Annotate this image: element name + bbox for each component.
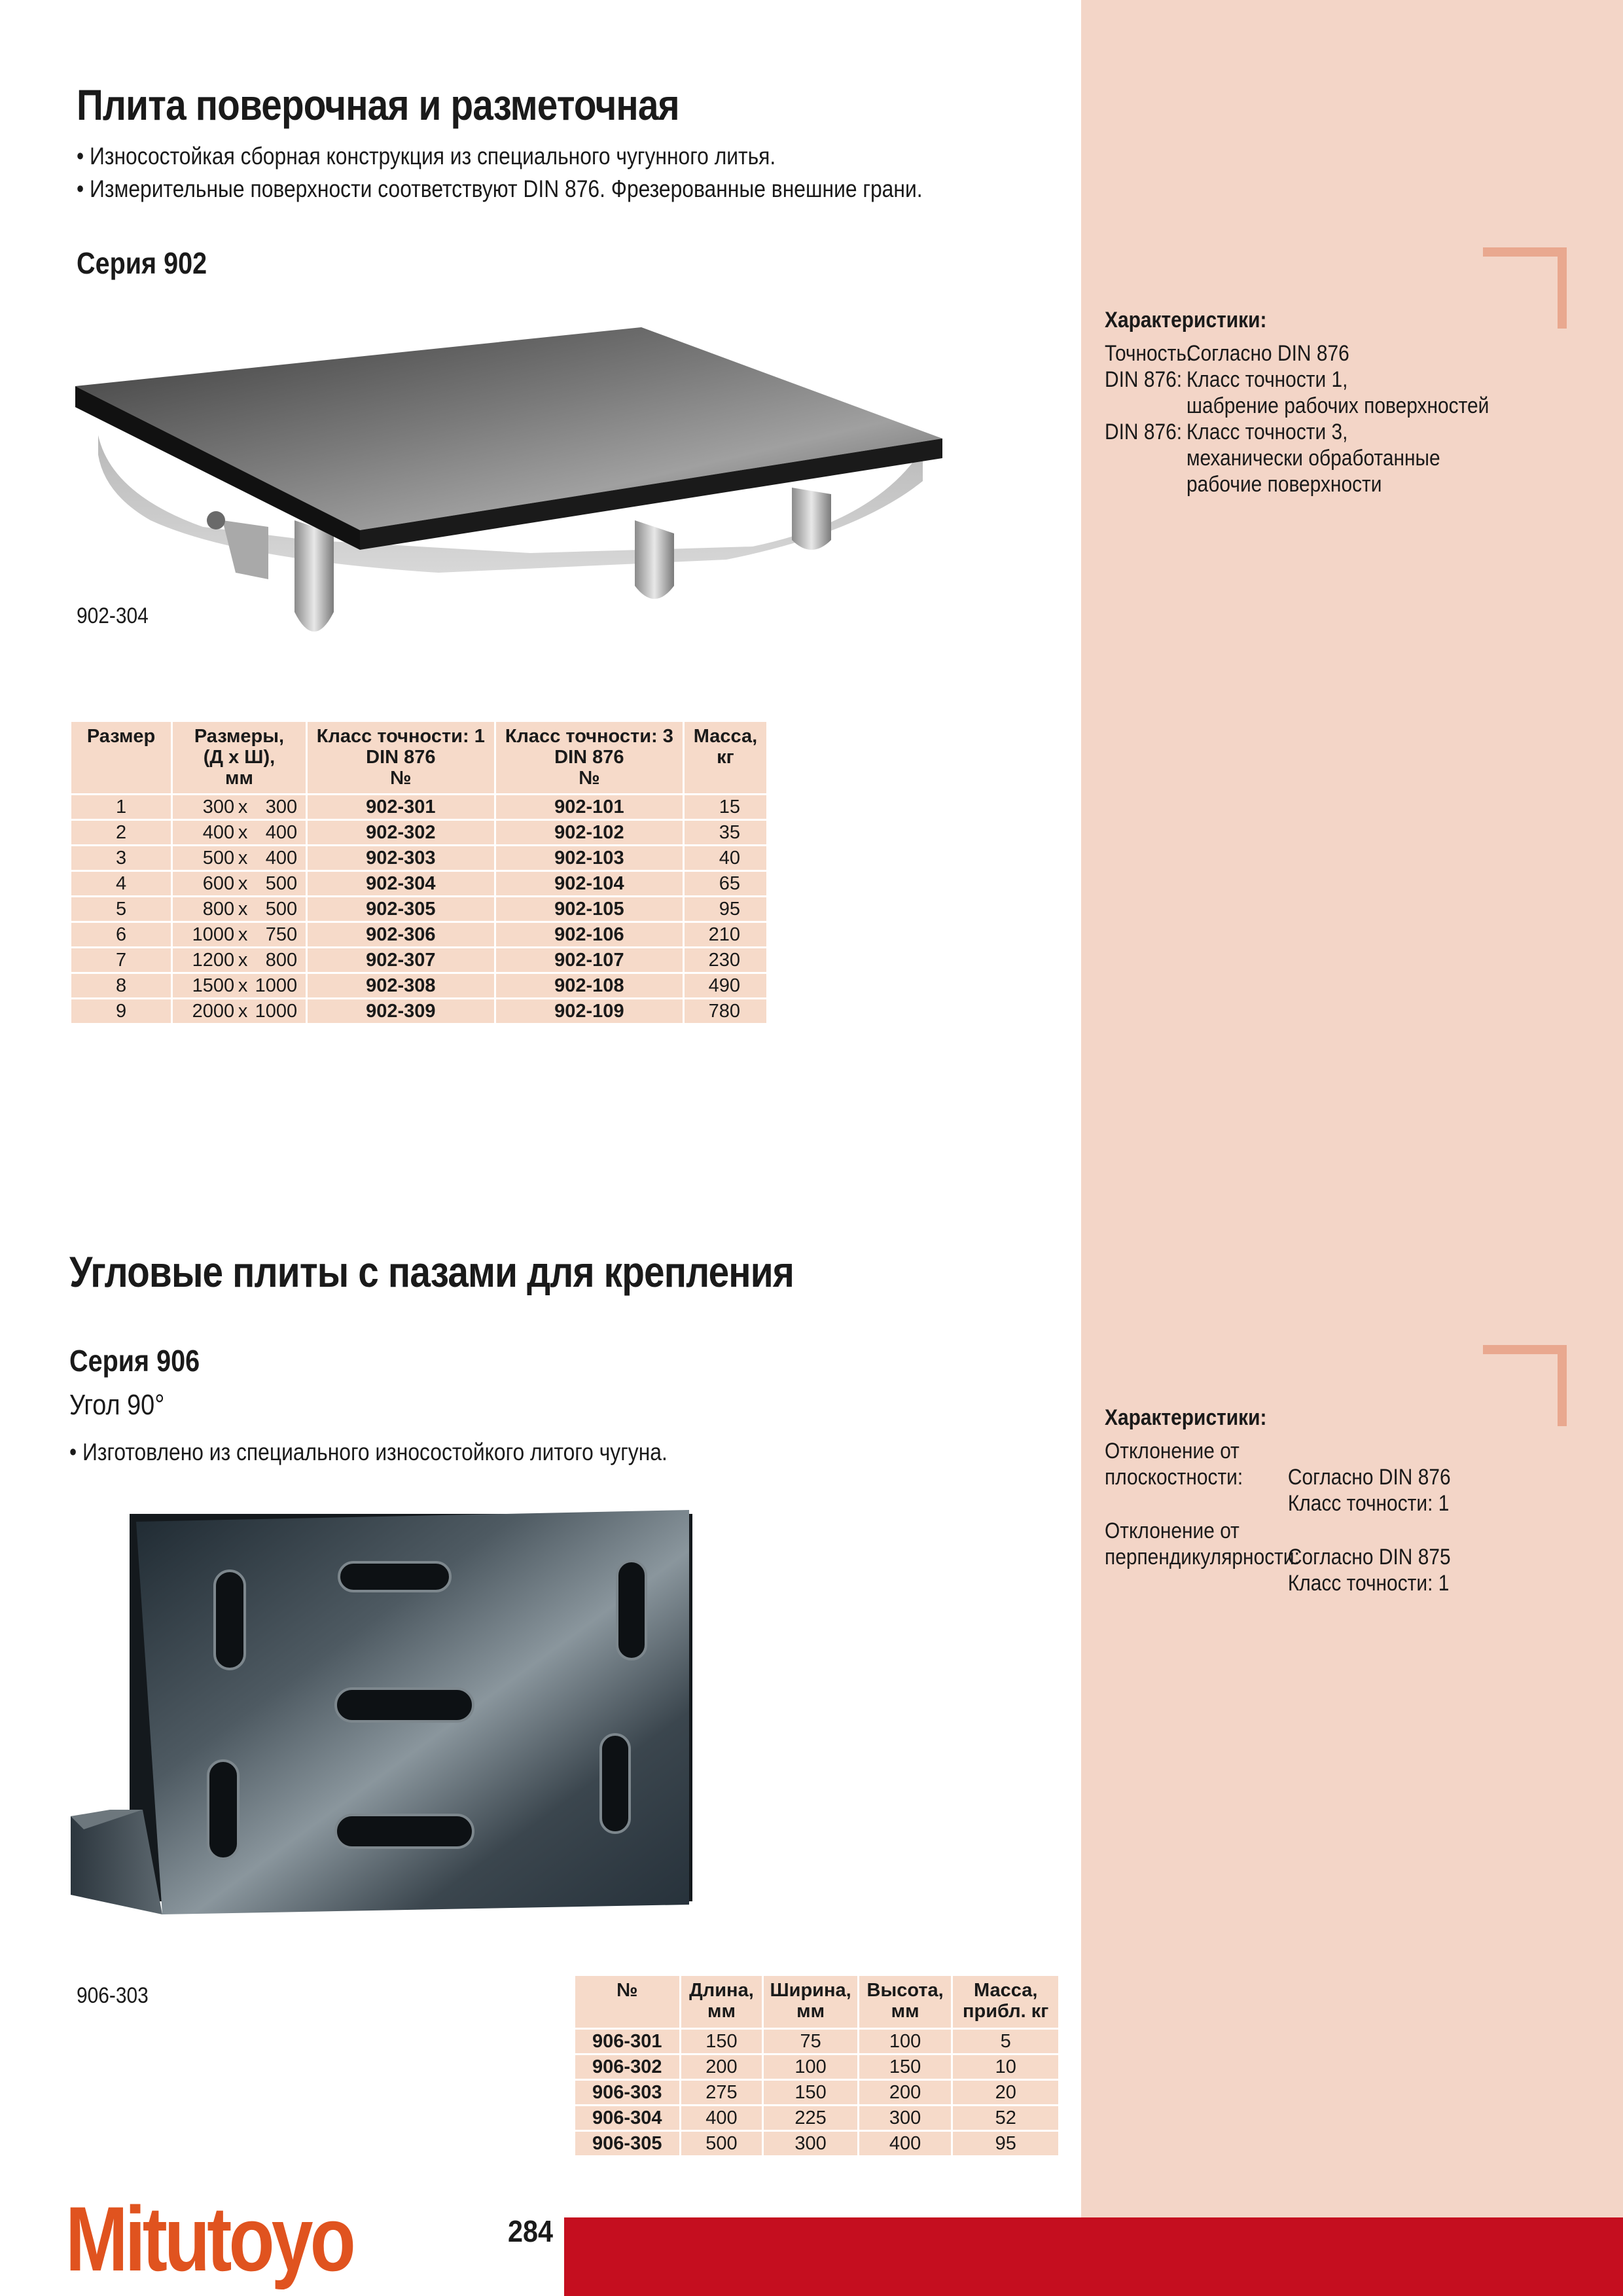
cell-mass: 210	[683, 922, 767, 948]
spec-row	[1105, 1518, 1565, 1544]
cell-number: 906-302	[575, 2054, 681, 2080]
section1-image-caption: 902-304	[77, 603, 149, 628]
spec-value: Класс точности: 1	[1287, 1491, 1450, 1516]
table-header: Длина, мм	[680, 1975, 763, 2029]
cell-height: 300	[858, 2106, 952, 2131]
cell-width: 150	[763, 2080, 858, 2106]
surface-plate-image	[72, 324, 949, 651]
spec-row	[1105, 445, 1565, 471]
cell-dimensions: 2000 x 1000	[172, 999, 307, 1024]
cell-class1-number: 902-301	[306, 795, 495, 820]
section2-series: Серия 906	[69, 1344, 200, 1378]
table-row	[71, 871, 768, 897]
spec-value: Согласно DIN 876	[1186, 341, 1349, 366]
cell-size: 1	[71, 795, 172, 820]
cell-size: 6	[71, 922, 172, 948]
cell-class1-number: 902-306	[306, 922, 495, 948]
section2-title: Угловые плиты с пазами для крепления	[69, 1247, 794, 1296]
cell-class1-number: 902-302	[306, 820, 495, 846]
cell-mass: 52	[952, 2106, 1060, 2131]
cell-size: 9	[71, 999, 172, 1024]
cell-mass: 65	[683, 871, 767, 897]
cell-class3-number: 902-103	[495, 846, 683, 871]
cell-mass: 230	[683, 948, 767, 973]
cell-mass: 10	[952, 2054, 1060, 2080]
spec-row	[1105, 1544, 1565, 1570]
cell-dimensions: 1000 x 750	[172, 922, 307, 948]
cell-class1-number: 902-308	[306, 973, 495, 999]
cell-class1-number: 902-307	[306, 948, 495, 973]
spec-key: DIN 876:	[1105, 420, 1183, 444]
spec-value: шабрение рабочих поверхностей	[1186, 393, 1489, 418]
cell-class3-number: 902-101	[495, 795, 683, 820]
cell-height: 400	[858, 2131, 952, 2157]
cell-mass: 35	[683, 820, 767, 846]
table-header: Масса, кг	[683, 721, 767, 795]
cell-length: 400	[680, 2106, 763, 2131]
cell-class3-number: 902-102	[495, 820, 683, 846]
cell-class3-number: 902-107	[495, 948, 683, 973]
cell-mass: 95	[683, 897, 767, 922]
cell-height: 200	[858, 2080, 952, 2106]
cell-class3-number: 902-104	[495, 871, 683, 897]
spec-value: рабочие поверхности	[1186, 472, 1382, 497]
table-header: Масса, прибл. кг	[952, 1975, 1060, 2029]
table-row	[575, 2080, 1060, 2106]
spec-value: Класс точности 1,	[1186, 367, 1348, 392]
cell-dimensions: 1500 x 1000	[172, 973, 307, 999]
table-header: Класс точности: 1 DIN 876 №	[306, 721, 495, 795]
table-header: Класс точности: 3 DIN 876 №	[495, 721, 683, 795]
spec-value: механически обработанные	[1186, 446, 1440, 471]
cell-size: 7	[71, 948, 172, 973]
section1-series: Серия 902	[77, 246, 207, 280]
section2-bullet: • Изготовлено из специального износостойкого литого чугуна.	[69, 1439, 668, 1465]
table-row	[71, 846, 768, 871]
section1-bullet-1: • Износостойкая сборная конструкция из специального чугунного литья.	[77, 143, 776, 170]
section1-bullet-2: • Измерительные поверхности соответствуют DIN 876. Фрезерованные внешние грани.	[77, 175, 923, 202]
spec-key: плоскостности:	[1105, 1465, 1243, 1490]
table-row	[575, 2106, 1060, 2131]
section2-characteristics-list	[1105, 1438, 1565, 1596]
spec-key: Отклонение от	[1105, 1518, 1240, 1543]
spec-value: Согласно DIN 875	[1287, 1545, 1451, 1570]
corner-mark-bottom	[1483, 1345, 1567, 1426]
section1-characteristics-heading: Характеристики:	[1105, 308, 1267, 332]
cell-length: 275	[680, 2080, 763, 2106]
cell-size: 5	[71, 897, 172, 922]
table-row	[575, 2029, 1060, 2054]
cell-class1-number: 902-305	[306, 897, 495, 922]
section2-data-table	[573, 1974, 1060, 2157]
angle-plate-image	[71, 1502, 699, 1921]
table-header: №	[575, 1975, 681, 2029]
spec-value: Класс точности 3,	[1186, 420, 1348, 444]
table-row	[575, 2054, 1060, 2080]
cell-width: 75	[763, 2029, 858, 2054]
table-row	[71, 922, 768, 948]
table-row	[71, 795, 768, 820]
section1-title: Плита поверочная и разметочная	[77, 81, 679, 129]
cell-class3-number: 902-105	[495, 897, 683, 922]
spec-row	[1105, 367, 1565, 393]
cell-dimensions: 500 x 400	[172, 846, 307, 871]
cell-mass: 40	[683, 846, 767, 871]
section1-characteristics-list	[1105, 340, 1565, 497]
cell-mass: 5	[952, 2029, 1060, 2054]
cell-class3-number: 902-106	[495, 922, 683, 948]
cell-height: 100	[858, 2029, 952, 2054]
cell-width: 300	[763, 2131, 858, 2157]
table-row	[71, 999, 768, 1024]
footer-bar	[564, 2217, 1623, 2296]
spec-row	[1105, 1490, 1565, 1516]
cell-mass: 490	[683, 973, 767, 999]
table-row	[575, 2131, 1060, 2157]
cell-length: 200	[680, 2054, 763, 2080]
table-header: Размер	[71, 721, 172, 795]
corner-mark-top	[1483, 247, 1567, 329]
cell-dimensions: 300 x 300	[172, 795, 307, 820]
spec-key: DIN 876:	[1105, 367, 1183, 392]
table-row	[71, 897, 768, 922]
table-header: Размеры, (Д x Ш), мм	[172, 721, 307, 795]
spec-value: Класс точности: 1	[1287, 1571, 1450, 1596]
spec-row	[1105, 1464, 1565, 1490]
cell-length: 500	[680, 2131, 763, 2157]
spec-key: перпендикулярности:	[1105, 1545, 1300, 1570]
cell-class1-number: 902-303	[306, 846, 495, 871]
cell-size: 3	[71, 846, 172, 871]
section1-data-table	[69, 720, 768, 1025]
spec-row	[1105, 471, 1565, 497]
cell-height: 150	[858, 2054, 952, 2080]
table-row	[71, 973, 768, 999]
cell-mass: 95	[952, 2131, 1060, 2157]
cell-dimensions: 600 x 500	[172, 871, 307, 897]
cell-number: 906-303	[575, 2080, 681, 2106]
table-row	[71, 820, 768, 846]
cell-width: 225	[763, 2106, 858, 2131]
table-header: Ширина, мм	[763, 1975, 858, 2029]
cell-class3-number: 902-109	[495, 999, 683, 1024]
spec-row	[1105, 393, 1565, 419]
section2-angle: Угол 90°	[69, 1389, 165, 1421]
cell-class3-number: 902-108	[495, 973, 683, 999]
cell-dimensions: 1200 x 800	[172, 948, 307, 973]
cell-length: 150	[680, 2029, 763, 2054]
cell-class1-number: 902-309	[306, 999, 495, 1024]
cell-mass: 20	[952, 2080, 1060, 2106]
cell-mass: 780	[683, 999, 767, 1024]
cell-mass: 15	[683, 795, 767, 820]
spec-row	[1105, 340, 1565, 367]
cell-number: 906-301	[575, 2029, 681, 2054]
spec-key: Точность:	[1105, 341, 1192, 366]
cell-size: 8	[71, 973, 172, 999]
table-header: Высота, мм	[858, 1975, 952, 2029]
table-row	[71, 948, 768, 973]
spec-key: Отклонение от	[1105, 1439, 1240, 1463]
brand-logo: Mitutoyo	[65, 2187, 353, 2290]
spec-value: Согласно DIN 876	[1287, 1465, 1451, 1490]
spec-row	[1105, 419, 1565, 445]
section2-characteristics-heading: Характеристики:	[1105, 1405, 1267, 1430]
page-number: 284	[508, 2214, 554, 2248]
cell-size: 4	[71, 871, 172, 897]
cell-size: 2	[71, 820, 172, 846]
spec-row	[1105, 1570, 1565, 1596]
cell-dimensions: 800 x 500	[172, 897, 307, 922]
cell-dimensions: 400 x 400	[172, 820, 307, 846]
spec-row	[1105, 1438, 1565, 1464]
cell-class1-number: 902-304	[306, 871, 495, 897]
cell-number: 906-305	[575, 2131, 681, 2157]
section2-image-caption: 906-303	[77, 1983, 149, 2008]
cell-number: 906-304	[575, 2106, 681, 2131]
cell-width: 100	[763, 2054, 858, 2080]
